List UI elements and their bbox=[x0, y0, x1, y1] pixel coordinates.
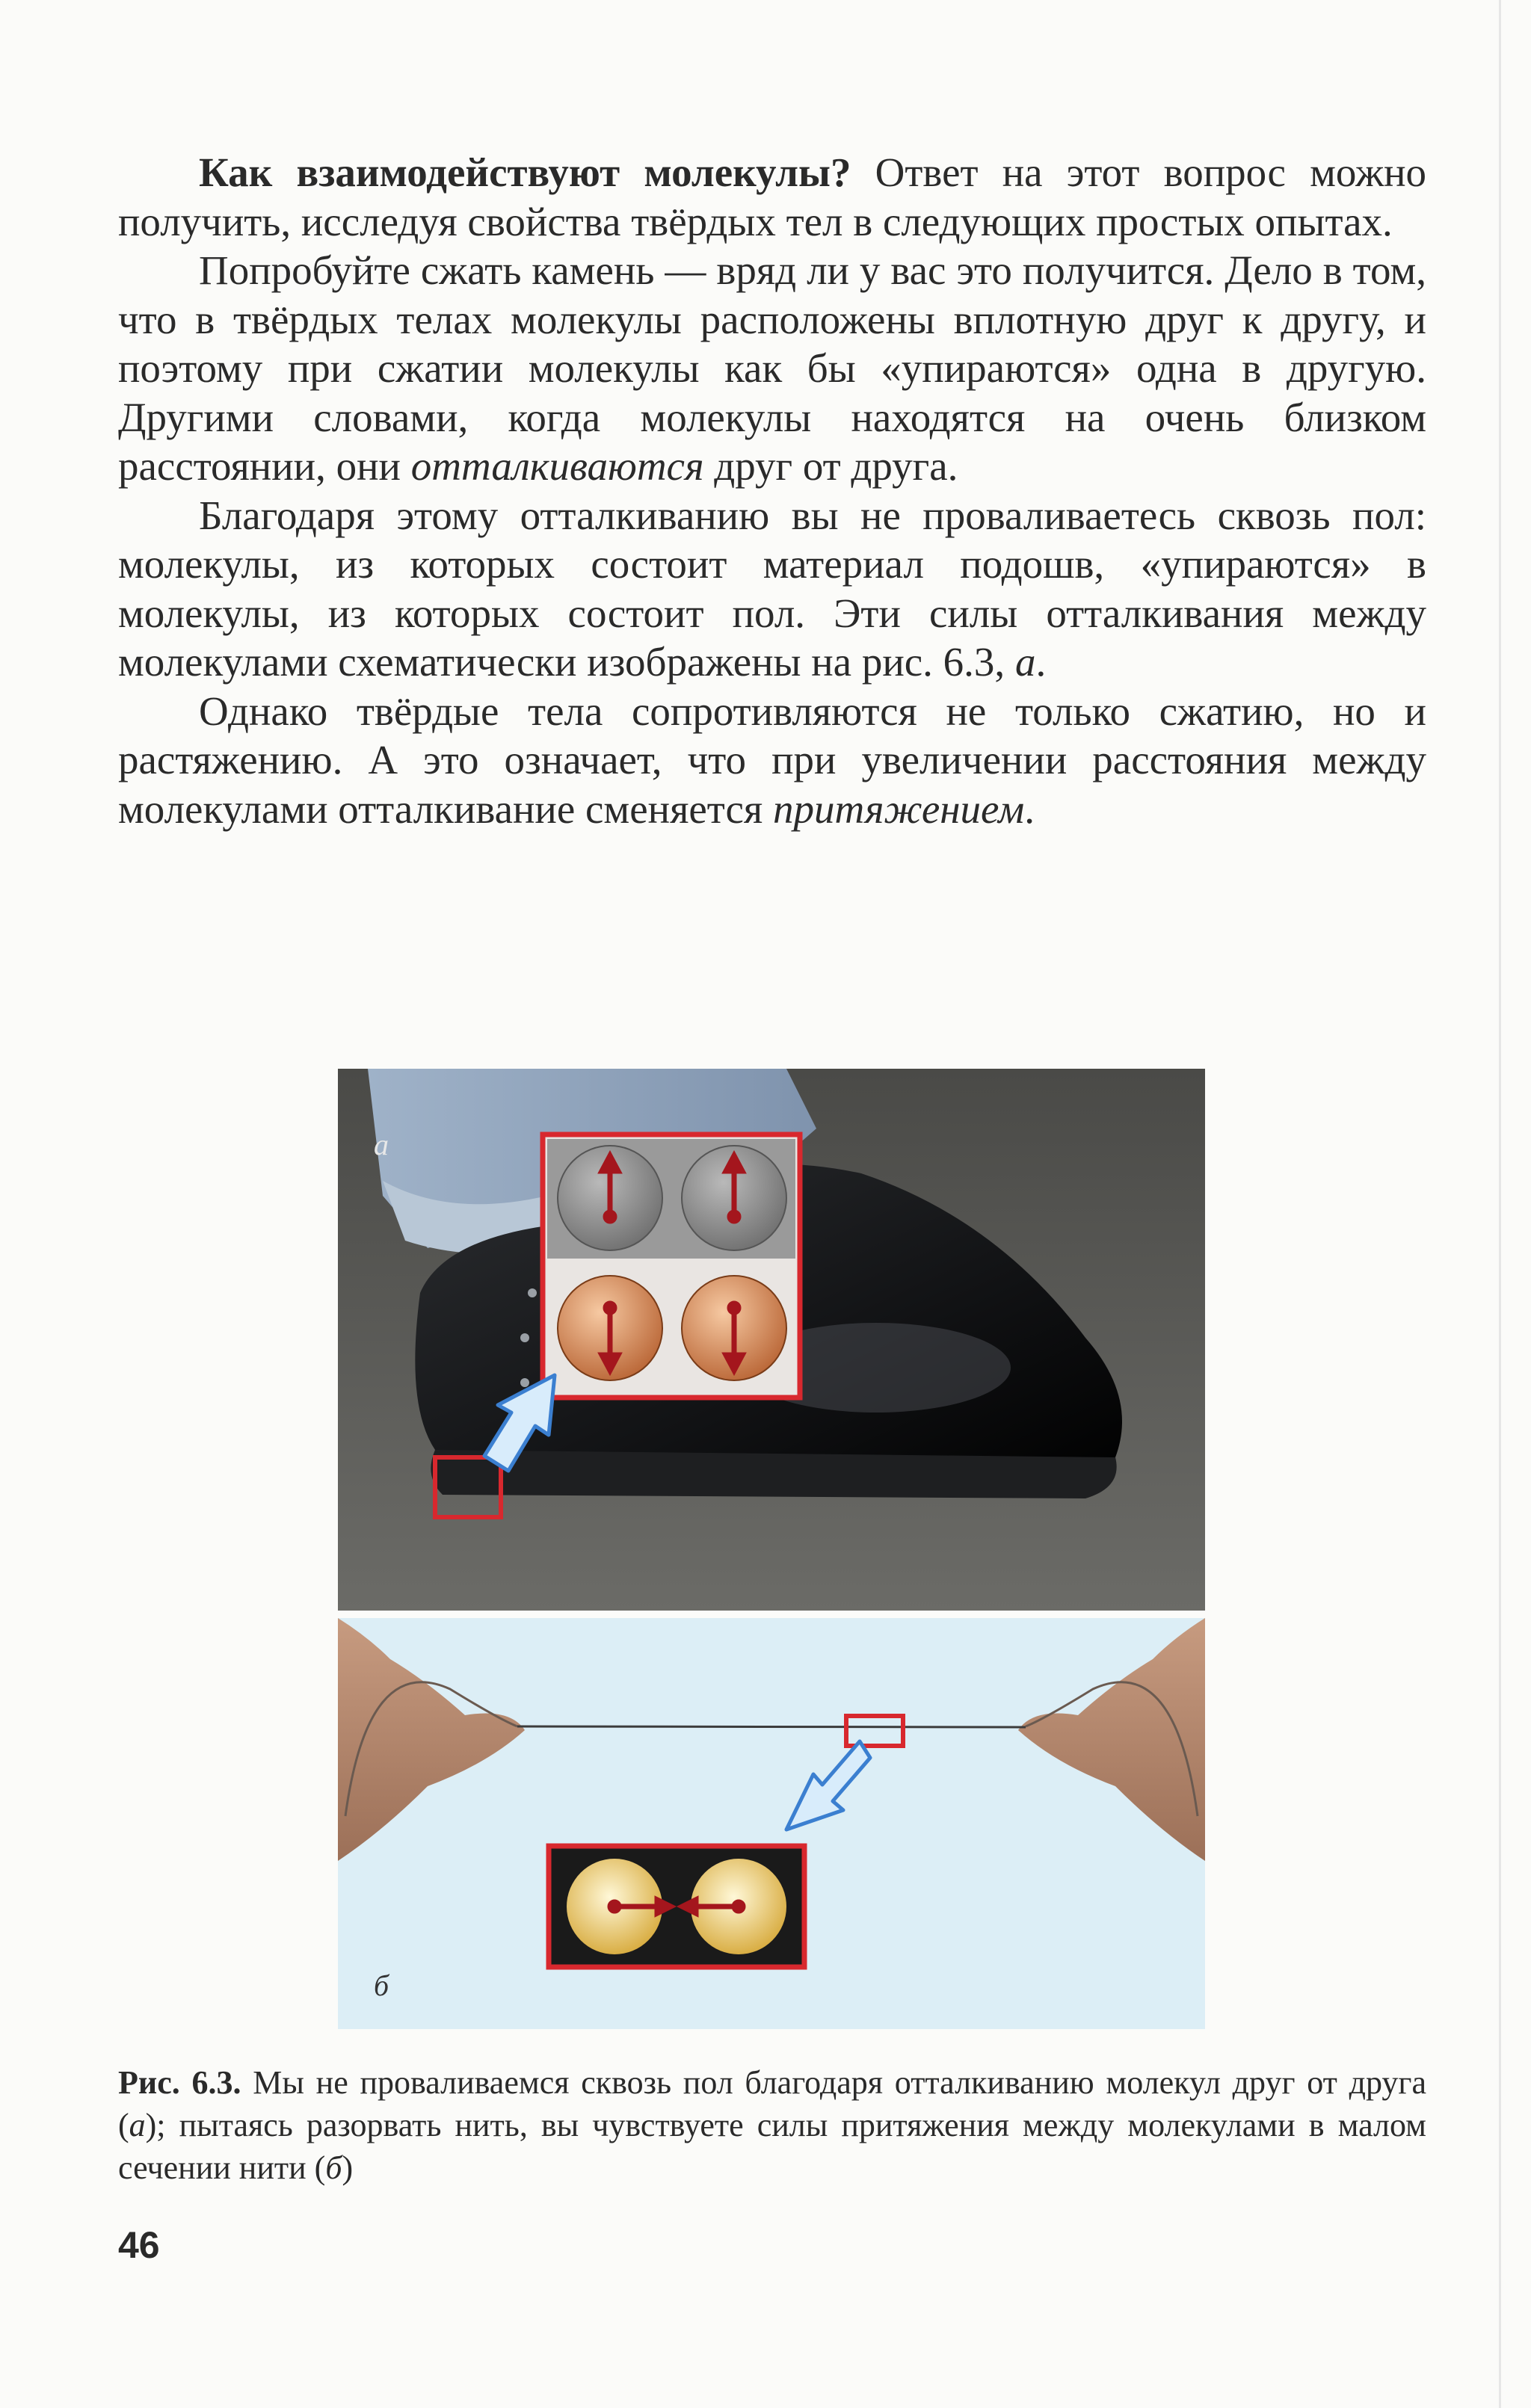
paragraph-emphasis: притяжением bbox=[772, 785, 1025, 832]
panel-b-label: б bbox=[374, 1969, 389, 2002]
paragraph-4 bbox=[118, 687, 1426, 834]
caption-emphasis: а bbox=[129, 2107, 146, 2143]
paragraph-1 bbox=[118, 148, 1426, 246]
thread bbox=[517, 1726, 1026, 1727]
body-text bbox=[118, 148, 1426, 833]
paragraph-text: Однако твёрдые тела сопротивляются не только сжатию, но и растяжению. А это означает, что при увеличении расстояния между молекулами отталкивание сменяется bbox=[118, 688, 1426, 832]
caption-text: ) bbox=[342, 2149, 354, 2186]
paragraph-emphasis: отталкиваются bbox=[410, 443, 704, 489]
inset-attraction bbox=[549, 1846, 804, 1967]
paragraph-text: Ответ на этот вопрос можно получить, исследуя свойства твёрдых тел в следующих простых опытах. bbox=[118, 149, 1426, 244]
paragraph-text-after: . bbox=[1035, 639, 1047, 685]
panel-a-photo bbox=[338, 1069, 1205, 1611]
paragraph-lead: Как взаимодействуют молекулы? bbox=[199, 149, 851, 195]
paragraph-text: Благодаря этому отталкиванию вы не проваливаетесь сквозь пол: молекулы, из которых состоит материал подошв, «упираются» в молекулы, из которых состоит пол. Эти силы отталкивания между молекулами схематически изображены на рис. 6.3, bbox=[118, 492, 1426, 685]
paragraph-text: Попробуйте сжать камень — вряд ли у вас это получится. Дело в том, что в твёрдых телах молекулы расположены вплотную друг к другу, и поэтому при сжатии молекулы как бы «упираются» одна в другую. Другими словами, когда молекулы находятся на очень близком расстоянии, они bbox=[118, 247, 1426, 489]
figure-caption bbox=[118, 2061, 1426, 2189]
paragraph-3 bbox=[118, 491, 1426, 687]
paragraph-2 bbox=[118, 246, 1426, 491]
caption-label: Рис. 6.3. bbox=[118, 2064, 241, 2101]
figure-6-3 bbox=[338, 1069, 1205, 2029]
paragraph-text-after: . bbox=[1024, 785, 1035, 832]
panel-a-label: а bbox=[374, 1128, 389, 1161]
paragraph-emphasis: а bbox=[1014, 639, 1036, 685]
panel-b-photo bbox=[338, 1618, 1205, 2029]
page-number: 46 bbox=[118, 2224, 160, 2266]
caption-emphasis: б bbox=[325, 2149, 342, 2186]
inset-repulsion bbox=[543, 1134, 800, 1398]
caption-text: Мы не проваливаемся сквозь пол благодаря отталкиванию молекул друг от друга ( bbox=[118, 2064, 1427, 2143]
caption-text: ); пытаясь разорвать нить, вы чувствуете силы притяжения между молекулами в малом сечении нити ( bbox=[118, 2107, 1426, 2186]
paragraph-text-after: друг от друга. bbox=[703, 443, 958, 489]
page-edge bbox=[1499, 0, 1501, 2408]
